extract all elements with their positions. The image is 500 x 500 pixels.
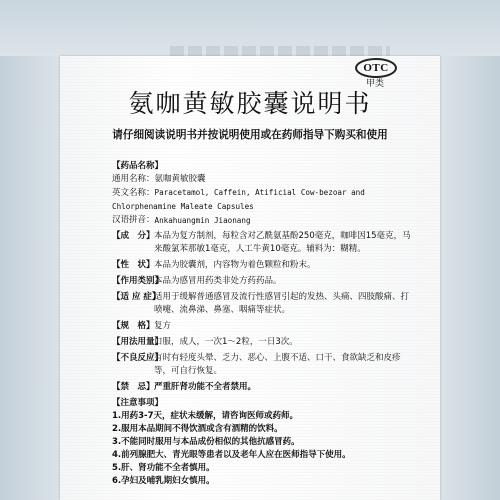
dosage-value: 口服，成人，一次1～2粒，一日3次。	[154, 337, 298, 347]
document-subtitle: 请仔细阅读说明书并按说明使用或在药师指导下购买和使用	[112, 129, 388, 141]
indication-label: 【适 应 症】	[112, 292, 161, 302]
pinyin-row	[112, 214, 412, 227]
notice-item: 6.孕妇及哺乳期妇女慎用。	[112, 476, 215, 486]
notice-item: 5.肝、肾功能不全者慎用。	[112, 463, 215, 473]
indication-row	[112, 291, 412, 317]
common-name-row	[112, 173, 412, 186]
category-row	[112, 275, 412, 288]
otc-logo: OTC	[355, 58, 397, 78]
background-top	[0, 0, 500, 56]
category-label: 【作用类别】	[112, 276, 164, 286]
category-value: 本品为感冒用药类非处方药药品。	[154, 276, 282, 286]
adverse-row	[112, 352, 412, 378]
appearance-label: 【性 状】	[112, 260, 155, 270]
otc-badge	[355, 58, 395, 90]
notice-item: 4.前列腺肥大、青光眼等患者以及老年人应在医师指导下使用。	[112, 450, 351, 460]
contraindication-label: 【禁 忌】	[112, 382, 155, 392]
spec-value: 复方	[154, 321, 172, 331]
english-name-row	[112, 186, 412, 214]
otc-category: 甲类	[365, 79, 384, 89]
notice-item: 1.用药3-7天，症状未缓解，请咨询医师或药师。	[112, 411, 299, 421]
pinyin-value: Ankahuangmin Jiaonang	[154, 216, 251, 225]
contraindication-row	[112, 381, 412, 394]
leaflet-content	[112, 160, 412, 488]
english-name-value: Paracetamol, Caffein, Atificial Cow-bezoar and Chlorphenamine Maleate Capsules	[112, 188, 365, 211]
notice-item: 2.服用本品期间不得饮酒或含有酒精的饮料。	[112, 424, 283, 434]
common-name-value: 氨咖黄敏胶囊	[154, 174, 206, 184]
document-title: 氨咖黄敏胶囊说明书	[128, 89, 372, 118]
background-left	[0, 56, 60, 500]
common-name-label: 通用名称：	[112, 174, 155, 184]
adverse-value: 有时有轻度头晕、乏力、恶心、上腹不适、口干、食欲缺乏和皮疹等，可自行恢复。	[154, 353, 401, 376]
spec-label: 【规 格】	[112, 321, 155, 331]
background-right	[440, 56, 500, 500]
contraindication-value: 严重肝肾功能不全者禁用。	[154, 382, 257, 392]
dosage-label: 【用法用量】	[112, 337, 164, 347]
section-heading-name: 【药品名称】	[112, 161, 164, 171]
adverse-label: 【不良反应】	[112, 353, 164, 363]
show-through-text	[170, 46, 390, 56]
appearance-row	[112, 259, 412, 272]
section-heading-notice: 【注意事项】	[112, 398, 164, 408]
composition-label: 【成 分】	[112, 231, 155, 241]
appearance-value: 本品为胶囊剂，内容物为着色颗粒和粉末。	[154, 260, 316, 270]
dosage-row	[112, 336, 412, 349]
indication-value: 适用于缓解普通感冒及流行性感冒引起的发热、头痛、四肢酸痛、打喷嚏、流鼻涕、鼻塞、咽痛等症状。	[154, 292, 410, 315]
composition-row	[112, 230, 412, 256]
notice-item: 3.不能同时服用与本品成份相似的其他抗感冒药。	[112, 437, 300, 447]
spec-row	[112, 320, 412, 333]
pinyin-label: 汉语拼音：	[112, 215, 155, 225]
english-name-label: 英文名称：	[112, 188, 155, 198]
composition-value: 本品为复方制剂，每粒含对乙酰氨基酚250毫克，咖啡因15毫克，马来酸氯苯那敏1毫克，人工牛黄10毫克。辅料为：糊精。	[154, 231, 411, 254]
